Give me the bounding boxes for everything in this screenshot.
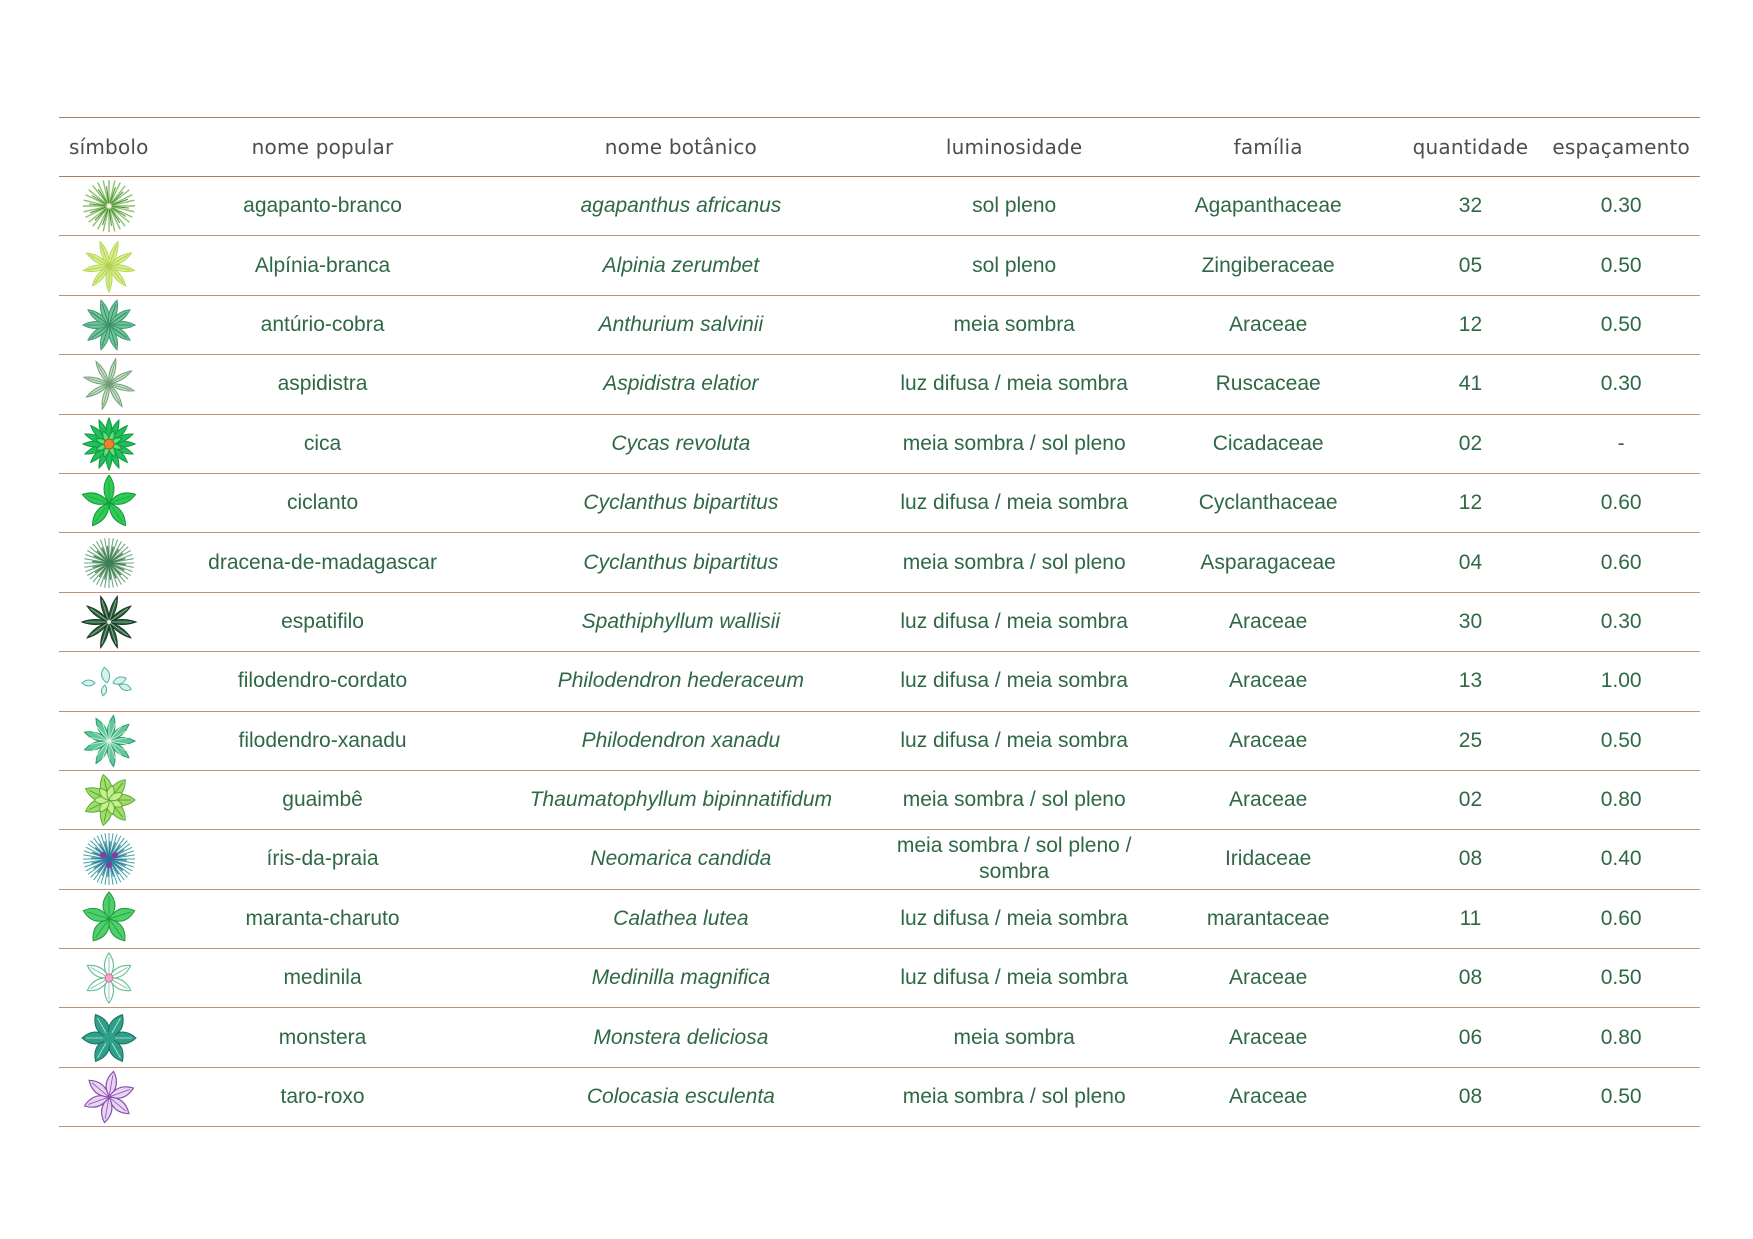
philodendron-cordatum-plant-icon <box>79 653 139 709</box>
table-row <box>59 533 1700 592</box>
cell-botanical-name: Spathiphyllum wallisii <box>471 592 891 651</box>
cell-family: Asparagaceae <box>1138 533 1399 592</box>
cell-light: luz difusa / meia sombra <box>891 355 1138 414</box>
table-row <box>59 1067 1700 1126</box>
cell-botanical-name: Cyclanthus bipartitus <box>471 473 891 532</box>
cell-quantity: 11 <box>1399 889 1543 948</box>
table-row <box>59 949 1700 1008</box>
cell-spacing: 0.50 <box>1542 711 1700 770</box>
cell-botanical-name: Anthurium salvinii <box>471 295 891 354</box>
cell-spacing: 1.00 <box>1542 652 1700 711</box>
cell-light: luz difusa / meia sombra <box>891 711 1138 770</box>
cell-family: Zingiberaceae <box>1138 236 1399 295</box>
cell-family: Araceae <box>1138 295 1399 354</box>
cycas-plant-icon <box>79 416 139 472</box>
cell-symbol <box>59 949 174 1008</box>
cell-symbol <box>59 711 174 770</box>
cell-light: luz difusa / meia sombra <box>891 592 1138 651</box>
table-body <box>59 177 1700 1127</box>
cell-spacing: 0.50 <box>1542 295 1700 354</box>
cell-spacing: 0.30 <box>1542 177 1700 236</box>
cell-spacing: 0.60 <box>1542 473 1700 532</box>
cell-spacing: 0.50 <box>1542 949 1700 1008</box>
cell-common-name: monstera <box>174 1008 471 1067</box>
table-row <box>59 592 1700 651</box>
cell-symbol <box>59 592 174 651</box>
cell-botanical-name: Philodendron hederaceum <box>471 652 891 711</box>
cell-family: Cyclanthaceae <box>1138 473 1399 532</box>
cell-family: Ruscaceae <box>1138 355 1399 414</box>
cell-symbol <box>59 889 174 948</box>
header-spacing: espaçamento <box>1542 118 1700 177</box>
alpinia-plant-icon <box>79 238 139 294</box>
cell-botanical-name: Neomarica candida <box>471 830 891 889</box>
header-quantity: quantidade <box>1399 118 1543 177</box>
cell-botanical-name: agapanthus africanus <box>471 177 891 236</box>
header-light: luminosidade <box>891 118 1138 177</box>
cell-quantity: 08 <box>1399 949 1543 1008</box>
cell-quantity: 13 <box>1399 652 1543 711</box>
cell-spacing: 0.60 <box>1542 533 1700 592</box>
monstera-plant-icon <box>79 1010 139 1066</box>
cell-light: meia sombra <box>891 295 1138 354</box>
cell-common-name: cica <box>174 414 471 473</box>
cell-family: Araceae <box>1138 1008 1399 1067</box>
cell-family: Araceae <box>1138 592 1399 651</box>
cell-symbol <box>59 1067 174 1126</box>
cell-common-name: íris-da-praia <box>174 830 471 889</box>
cell-spacing: 0.60 <box>1542 889 1700 948</box>
cell-common-name: filodendro-xanadu <box>174 711 471 770</box>
cell-spacing: 0.40 <box>1542 830 1700 889</box>
cell-botanical-name: Medinilla magnifica <box>471 949 891 1008</box>
table-row <box>59 177 1700 236</box>
table-row <box>59 889 1700 948</box>
header-common-name: nome popular <box>174 118 471 177</box>
cell-light: sol pleno <box>891 236 1138 295</box>
cell-spacing: 0.50 <box>1542 1067 1700 1126</box>
cell-light: sol pleno <box>891 177 1138 236</box>
cell-family: Araceae <box>1138 770 1399 829</box>
cell-symbol <box>59 414 174 473</box>
cell-common-name: agapanto-branco <box>174 177 471 236</box>
cell-symbol <box>59 355 174 414</box>
spathiphyllum-plant-icon <box>79 594 139 650</box>
cell-light: luz difusa / meia sombra <box>891 652 1138 711</box>
cell-quantity: 30 <box>1399 592 1543 651</box>
cell-symbol <box>59 1008 174 1067</box>
guaimbe-plant-icon <box>79 772 139 828</box>
header-family: família <box>1138 118 1399 177</box>
cell-botanical-name: Cyclanthus bipartitus <box>471 533 891 592</box>
cell-common-name: medinila <box>174 949 471 1008</box>
cell-quantity: 02 <box>1399 770 1543 829</box>
cell-botanical-name: Colocasia esculenta <box>471 1067 891 1126</box>
cell-family: Iridaceae <box>1138 830 1399 889</box>
neomarica-plant-icon <box>79 831 139 887</box>
table-row <box>59 1008 1700 1067</box>
cell-botanical-name: Thaumatophyllum bipinnatifidum <box>471 770 891 829</box>
cell-family: Araceae <box>1138 1067 1399 1126</box>
cell-common-name: maranta-charuto <box>174 889 471 948</box>
cell-botanical-name: Alpinia zerumbet <box>471 236 891 295</box>
medinilla-plant-icon <box>79 950 139 1006</box>
cell-quantity: 32 <box>1399 177 1543 236</box>
cell-light: meia sombra / sol pleno <box>891 1067 1138 1126</box>
table-row <box>59 414 1700 473</box>
cell-family: marantaceae <box>1138 889 1399 948</box>
cell-quantity: 12 <box>1399 473 1543 532</box>
cell-spacing: 0.30 <box>1542 592 1700 651</box>
cell-spacing: 0.80 <box>1542 1008 1700 1067</box>
plant-schedule-table <box>59 117 1700 1127</box>
cell-quantity: 12 <box>1399 295 1543 354</box>
header-botanical-name: nome botânico <box>471 118 891 177</box>
cell-symbol <box>59 177 174 236</box>
cell-light: meia sombra <box>891 1008 1138 1067</box>
cell-light: meia sombra / sol pleno <box>891 414 1138 473</box>
cell-quantity: 06 <box>1399 1008 1543 1067</box>
header-symbol: símbolo <box>59 118 174 177</box>
cell-family: Araceae <box>1138 711 1399 770</box>
cell-common-name: dracena-de-madagascar <box>174 533 471 592</box>
table-row <box>59 355 1700 414</box>
cell-common-name: Alpínia-branca <box>174 236 471 295</box>
cell-spacing: 0.50 <box>1542 236 1700 295</box>
cell-family: Agapanthaceae <box>1138 177 1399 236</box>
table-header-row <box>59 118 1700 177</box>
cell-family: Cicadaceae <box>1138 414 1399 473</box>
cell-common-name: antúrio-cobra <box>174 295 471 354</box>
cell-symbol <box>59 473 174 532</box>
cell-common-name: guaimbê <box>174 770 471 829</box>
cell-light: meia sombra / sol pleno <box>891 770 1138 829</box>
table-row <box>59 652 1700 711</box>
table-row <box>59 473 1700 532</box>
cell-quantity: 02 <box>1399 414 1543 473</box>
cell-quantity: 08 <box>1399 830 1543 889</box>
cyclanthus-plant-icon <box>79 475 139 531</box>
anthurium-plant-icon <box>79 297 139 353</box>
cell-symbol <box>59 770 174 829</box>
philodendron-xanadu-plant-icon <box>79 713 139 769</box>
cell-botanical-name: Calathea lutea <box>471 889 891 948</box>
table-row <box>59 295 1700 354</box>
cell-common-name: taro-roxo <box>174 1067 471 1126</box>
cell-quantity: 05 <box>1399 236 1543 295</box>
table-row <box>59 711 1700 770</box>
colocasia-plant-icon <box>79 1069 139 1125</box>
cell-botanical-name: Cycas revoluta <box>471 414 891 473</box>
calathea-plant-icon <box>79 891 139 947</box>
cell-quantity: 41 <box>1399 355 1543 414</box>
cell-family: Araceae <box>1138 949 1399 1008</box>
cell-light: luz difusa / meia sombra <box>891 949 1138 1008</box>
aspidistra-plant-icon <box>79 356 139 412</box>
cell-quantity: 25 <box>1399 711 1543 770</box>
cell-light: luz difusa / meia sombra <box>891 473 1138 532</box>
cell-quantity: 04 <box>1399 533 1543 592</box>
cell-common-name: aspidistra <box>174 355 471 414</box>
table-row <box>59 830 1700 889</box>
cell-light: luz difusa / meia sombra <box>891 889 1138 948</box>
cell-spacing: 0.30 <box>1542 355 1700 414</box>
cell-botanical-name: Monstera deliciosa <box>471 1008 891 1067</box>
cell-symbol <box>59 830 174 889</box>
cell-botanical-name: Aspidistra elatior <box>471 355 891 414</box>
cell-common-name: ciclanto <box>174 473 471 532</box>
cell-symbol <box>59 236 174 295</box>
cell-botanical-name: Philodendron xanadu <box>471 711 891 770</box>
agapanthus-plant-icon <box>79 178 139 234</box>
table-row <box>59 236 1700 295</box>
cell-spacing: - <box>1542 414 1700 473</box>
cell-quantity: 08 <box>1399 1067 1543 1126</box>
cell-symbol <box>59 652 174 711</box>
cell-spacing: 0.80 <box>1542 770 1700 829</box>
cell-symbol <box>59 295 174 354</box>
cell-family: Araceae <box>1138 652 1399 711</box>
cell-light: meia sombra / sol pleno <box>891 533 1138 592</box>
cell-common-name: filodendro-cordato <box>174 652 471 711</box>
cell-common-name: espatifilo <box>174 592 471 651</box>
cell-symbol <box>59 533 174 592</box>
cell-light: meia sombra / sol pleno / sombra <box>891 830 1138 889</box>
table-row <box>59 770 1700 829</box>
dracaena-plant-icon <box>79 535 139 591</box>
